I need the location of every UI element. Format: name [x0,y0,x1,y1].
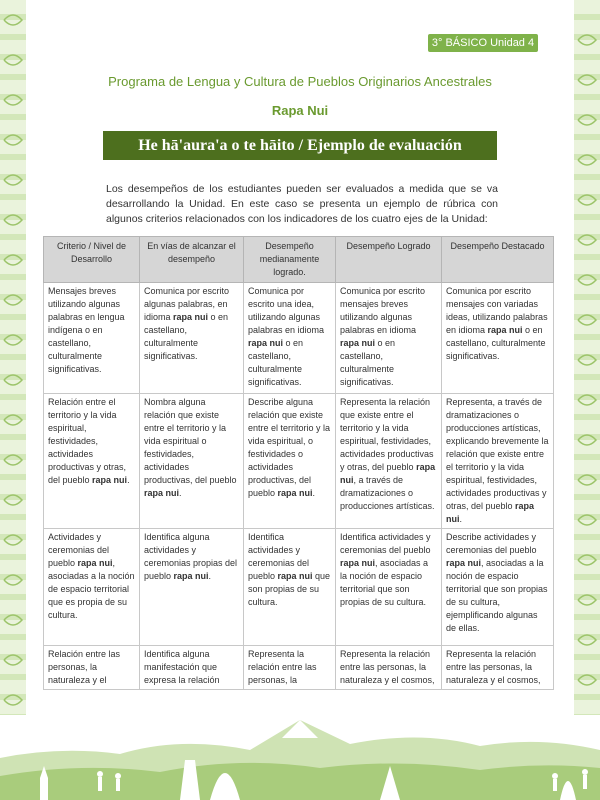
table-cell: Relación entre el territorio y la vida espiritual, festividades, actividades productivas y otras, del pueblo rapa nui. [44,394,140,529]
table-cell: Identifica alguna actividades y ceremonias propias del pueblo rapa nui. [140,529,244,646]
header-logrado: Desempeño Logrado [336,237,442,283]
highlight-term: rapa nui [446,501,535,524]
table-cell: Relación entre las personas, la naturaleza y el [44,646,140,690]
header-en-vias: En vías de alcanzar el desempeño [140,237,244,283]
highlight-term: rapa nui [340,462,436,485]
section-title: He hā'aura'a o te hāito / Ejemplo de evaluación [103,131,497,160]
table-cell: Representa la relación entre las personas, la naturaleza y el cosmos, [442,646,554,690]
highlight-term: rapa nui [277,571,313,581]
table-row [44,394,554,529]
highlight-term: rapa nui [144,488,180,498]
highlight-term: rapa nui [446,558,482,568]
table-cell: Representa la relación entre las personas, la naturaleza y el cosmos, [336,646,442,690]
table-cell: Identifica actividades y ceremonias del pueblo rapa nui que son propias de su cultura. [244,529,336,646]
table-row [44,646,554,690]
table-cell: Comunica por escrito algunas palabras, en idioma rapa nui o en castellano, culturalmente significativas. [140,283,244,394]
culture-subtitle: Rapa Nui [271,103,329,118]
table-cell: Comunica por escrito mensajes breves utilizando algunas palabras en idioma rapa nui o en castellano, culturalmente significativas. [336,283,442,394]
table-cell: Nombra alguna relación que existe entre el territorio y la vida espiritual o festividades, actividades productivas, del pueblo rapa nui. [140,394,244,529]
highlight-term: rapa nui [340,338,376,348]
highlight-term: rapa nui [340,558,376,568]
table-cell: Representa la relación entre las personas, la [244,646,336,690]
header-destacado: Desempeño Destacado [442,237,554,283]
header-medianamente: Desempeño medianamente logrado. [244,237,336,283]
rubric-table [43,236,554,690]
highlight-term: rapa nui [173,571,209,581]
table-row [44,283,554,394]
table-header-row [44,237,554,283]
header-criterio: Criterio / Nivel de Desarrollo [44,237,140,283]
table-cell: Comunica por escrito mensajes con variadas ideas, utilizando palabras en idioma rapa nui o en castellano, culturalmente significativas. [442,283,554,394]
table-cell: Identifica actividades y ceremonias del pueblo rapa nui, asociadas a la noción de espacio territorial que son propias de su cultura. [336,529,442,646]
table-cell: Identifica alguna manifestación que expresa la relación [140,646,244,690]
table-cell: Representa la relación que existe entre el territorio y la vida espiritual, festividades, actividades productivas y otras, del pueblo rapa nui, a través de dramatizaciones o producciones artísticas. [336,394,442,529]
highlight-term: rapa nui [277,488,313,498]
table-cell: Actividades y ceremonias del pueblo rapa nui, asociadas a la noción de espacio territorial que es propia de su cultura. [44,529,140,646]
grade-unit-badge: 3° BÁSICO Unidad 4 [428,34,538,52]
highlight-term: rapa nui [487,325,523,335]
landscape-illustration [0,706,600,800]
program-title: Programa de Lengua y Cultura de Pueblos Originarios Ancestrales [108,74,492,89]
table-cell: Describe actividades y ceremonias del pueblo rapa nui, asociadas a la noción de espacio territorial que son propias de su cultura, ejemplificando algunas de ellas. [442,529,554,646]
table-cell: Representa, a través de dramatizaciones o producciones artísticas, explicando brevemente la relación que existe entre el territorio y la vida espiritual, festividades, actividades productivas y otras, del pueblo rapa nui. [442,394,554,529]
table-cell: Comunica por escrito una idea, utilizando algunas palabras en idioma rapa nui o en castellano, culturalmente significativas. [244,283,336,394]
intro-paragraph: Los desempeños de los estudiantes pueden ser evaluados a medida que se va desarrollando la Unidad. En este caso se presenta un ejemplo de rúbrica con algunos criterios relacionados con los indicadores de los cuatro ejes de la Unidad: [106,183,498,225]
highlight-term: rapa nui [248,338,284,348]
table-cell: Describe alguna relación que existe entre el territorio y la vida espiritual, o festividades o actividades productivas, del pueblo rapa nui. [244,394,336,529]
table-row [44,529,554,646]
highlight-term: rapa nui [77,558,113,568]
highlight-term: rapa nui [92,475,128,485]
highlight-term: rapa nui [173,312,209,322]
table-cell: Mensajes breves utilizando algunas palabras en lengua indígena o en castellano, culturalmente significativas. [44,283,140,394]
